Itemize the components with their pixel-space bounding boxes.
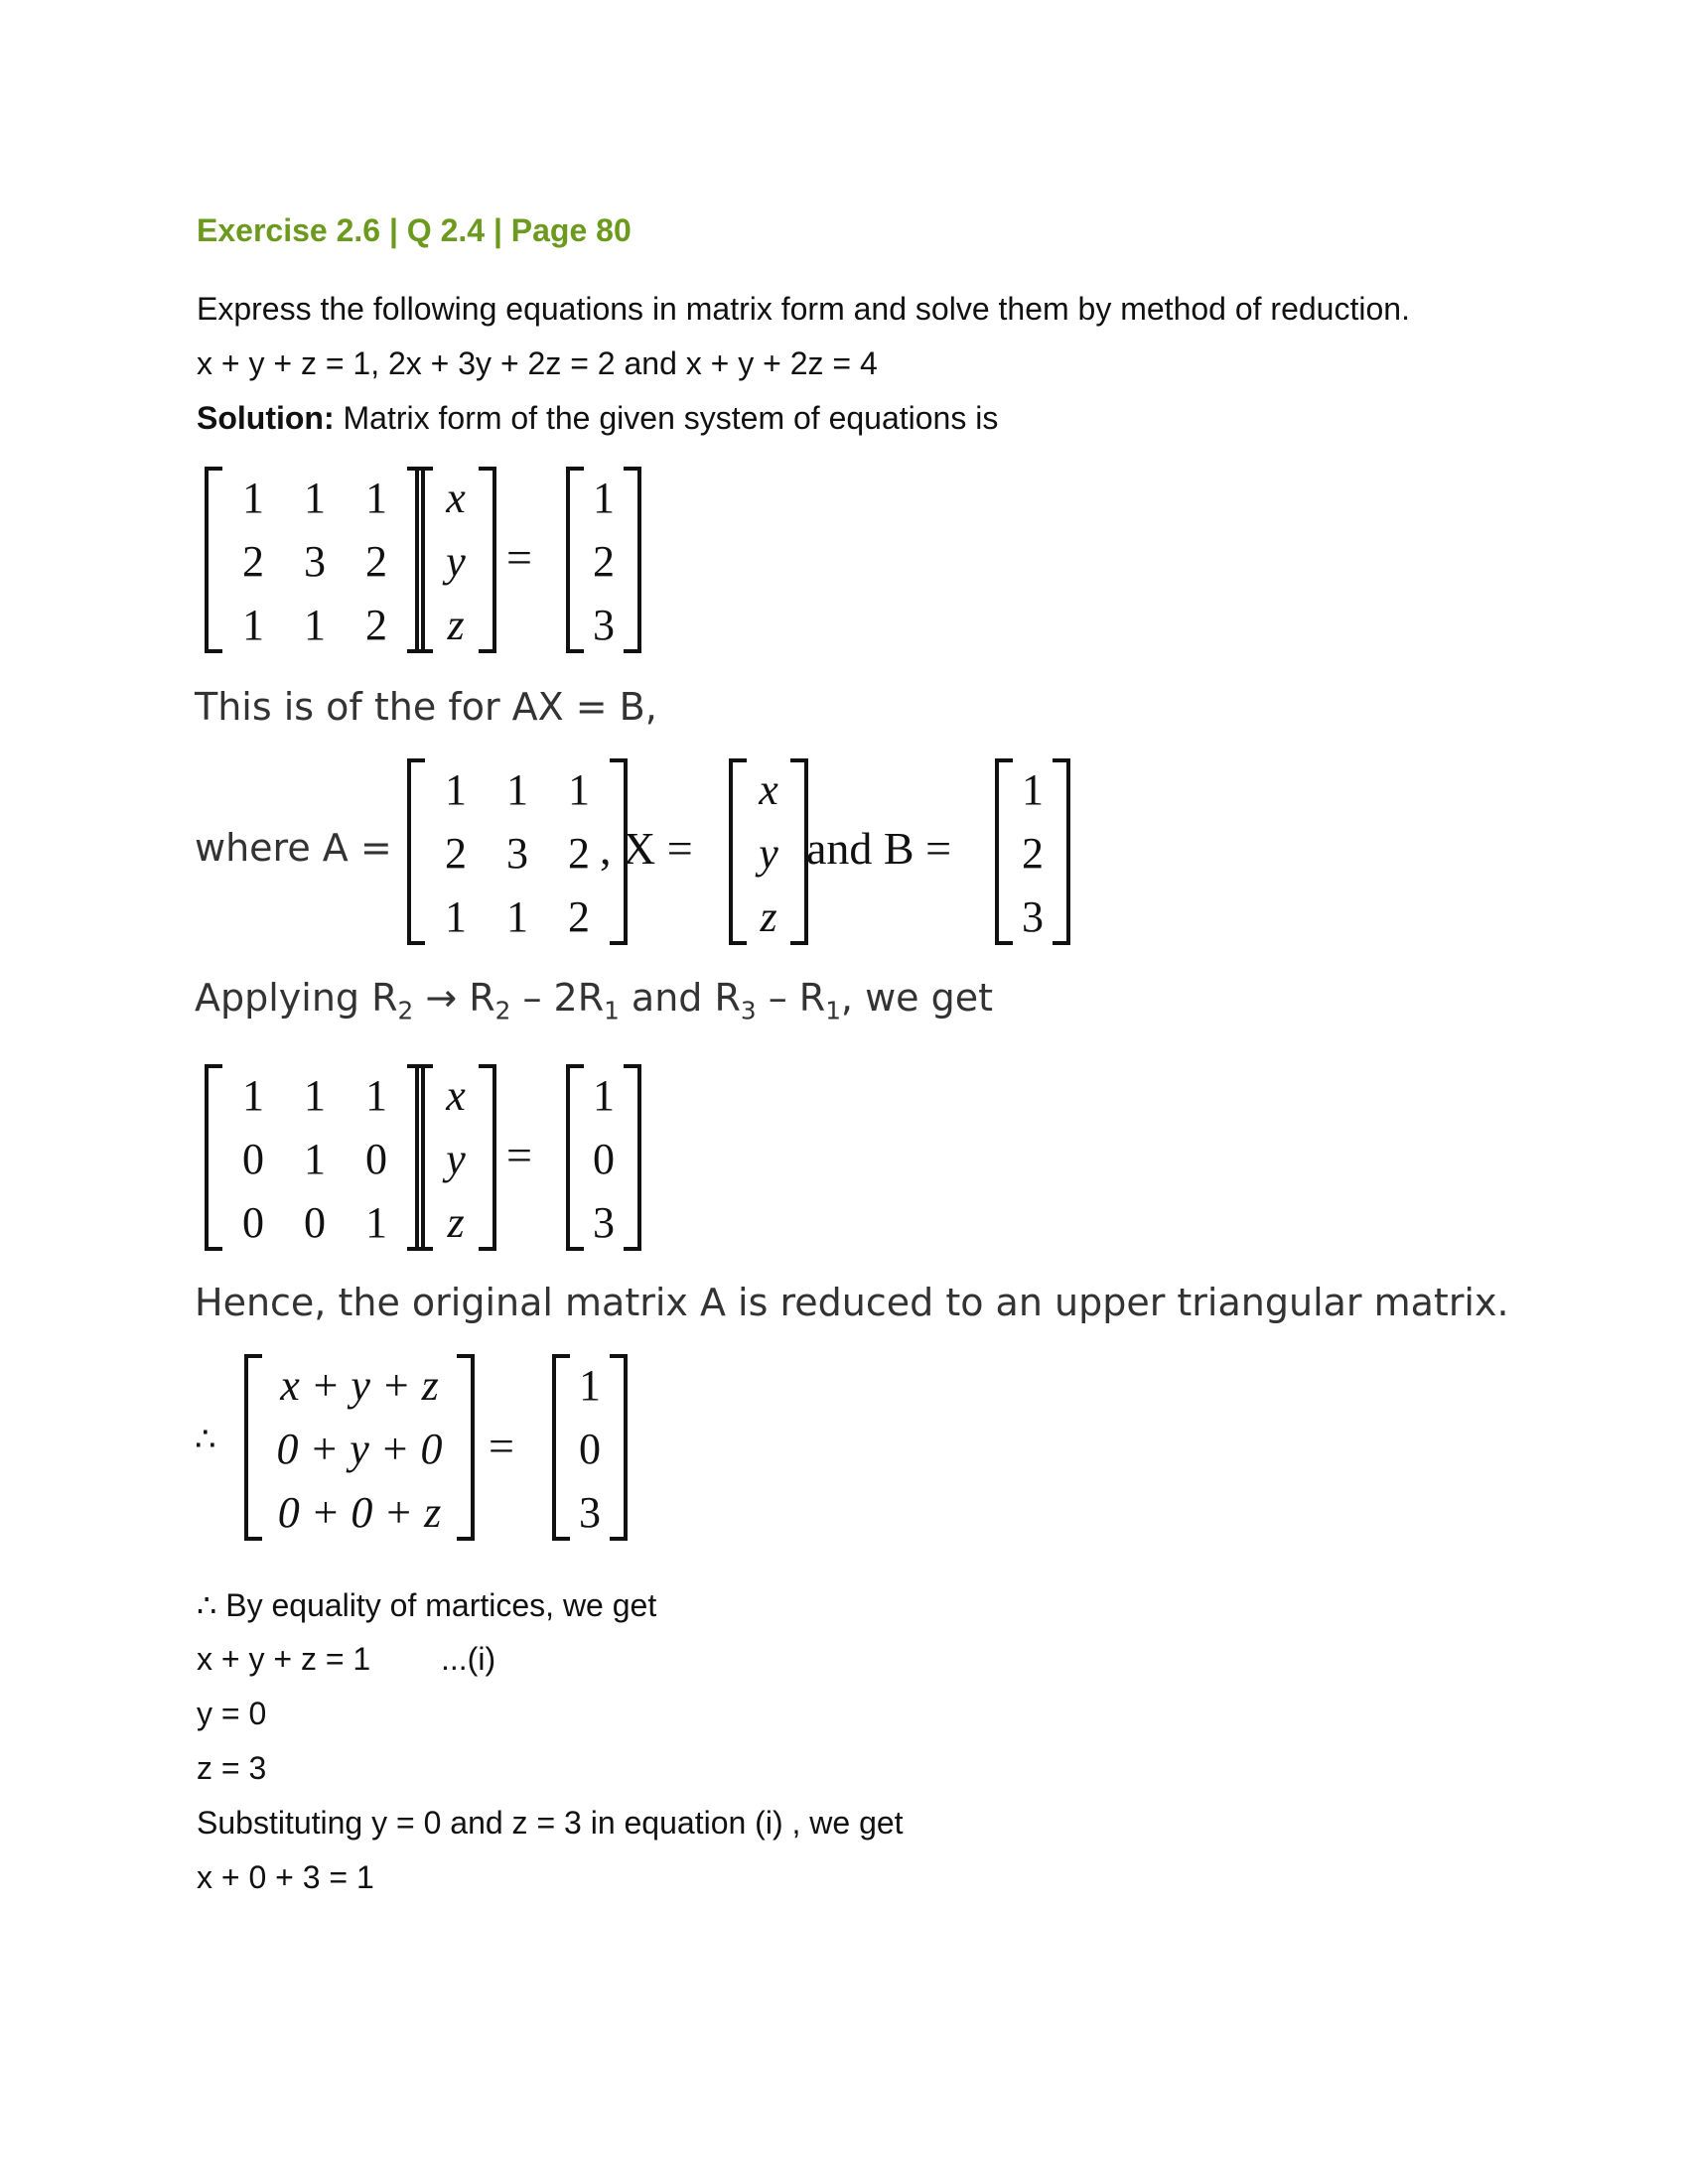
applying-line	[195, 976, 993, 1025]
cell: 2	[365, 537, 387, 586]
matrix-b-3	[552, 1354, 628, 1541]
cell: 0	[365, 1135, 387, 1183]
cell: 1	[365, 474, 387, 522]
cell: 2	[242, 537, 264, 586]
cell: 1	[304, 474, 326, 522]
cell: 2	[1022, 829, 1044, 878]
matrix-a-1	[205, 467, 425, 653]
cell: x + y + z	[280, 1361, 439, 1410]
subscript: 1	[604, 996, 620, 1025]
subscript: 2	[494, 996, 511, 1025]
therefore-symbol: ∴	[195, 1422, 216, 1458]
cell: 1	[506, 892, 528, 941]
where-label: where A =	[195, 826, 392, 870]
matrix-b-where	[995, 758, 1070, 945]
cell: 1	[304, 1135, 326, 1183]
cell: 0	[304, 1198, 326, 1247]
equals-sign: =	[506, 532, 532, 583]
cell: 1	[242, 601, 264, 649]
cell: z	[447, 1198, 465, 1247]
equation-i-tag: ...(i)	[441, 1641, 496, 1677]
cell: 2	[568, 892, 590, 941]
cell: 1	[304, 601, 326, 649]
cell: z	[760, 892, 777, 941]
cell: z	[447, 601, 465, 649]
subscript: 3	[740, 996, 757, 1025]
cell: 2	[568, 829, 590, 878]
x-equals-label: , X =	[600, 823, 693, 874]
solution-line	[197, 400, 998, 437]
subscript: 2	[397, 996, 414, 1025]
matrix-x-where	[729, 758, 808, 945]
cell: 0	[242, 1135, 264, 1183]
cell: 2	[593, 537, 615, 586]
text: and R	[619, 976, 741, 1020]
cell: 1	[445, 765, 467, 814]
text: , we get	[840, 976, 994, 1020]
cell: 1	[242, 1071, 264, 1120]
equals-sign: =	[506, 1130, 532, 1180]
cell: x	[446, 474, 466, 522]
equality-line: ∴ By equality of martices, we get	[197, 1587, 657, 1623]
cell: 1	[593, 1071, 615, 1120]
equations-text: x + y + z = 1, 2x + 3y + 2z = 2 and x + y + 2z = 4	[197, 345, 878, 381]
text: Applying R	[195, 976, 398, 1020]
form-line: This is of the for AX = B,	[195, 685, 657, 729]
cell: 1	[579, 1361, 601, 1410]
cell: y	[759, 829, 778, 878]
cell: 3	[593, 601, 615, 649]
substituting-line: Substituting y = 0 and z = 3 in equation (i) , we get	[197, 1805, 904, 1841]
matrix-a-where	[407, 758, 628, 945]
cell: 3	[593, 1198, 615, 1247]
text: → R	[413, 976, 495, 1020]
cell: 2	[365, 601, 387, 649]
z-value-line: z = 3	[197, 1750, 267, 1786]
cell: 1	[304, 1071, 326, 1120]
text: – R	[756, 976, 826, 1020]
y-value-line: y = 0	[197, 1696, 267, 1731]
cell: 1	[365, 1198, 387, 1247]
matrix-x-1	[415, 467, 496, 653]
and-b-label: and B =	[806, 823, 952, 874]
question-text: Express the following equations in matrix form and solve them by method of reduction.	[197, 291, 1410, 327]
cell: 3	[579, 1488, 601, 1537]
cell: 0	[579, 1425, 601, 1473]
cell: 2	[445, 829, 467, 878]
cell: 1	[445, 892, 467, 941]
matrix-l-3	[244, 1354, 475, 1541]
cell: 0	[593, 1135, 615, 1183]
cell: 1	[506, 765, 528, 814]
cell: 1	[242, 474, 264, 522]
solution-label: Solution:	[197, 400, 335, 436]
cell: y	[446, 1135, 466, 1183]
equals-sign: =	[489, 1421, 514, 1471]
cell: y	[446, 537, 466, 586]
matrix-a-2	[205, 1064, 425, 1251]
matrix-b-2	[566, 1064, 641, 1251]
hence-line: Hence, the original matrix A is reduced to an upper triangular matrix.	[195, 1281, 1509, 1324]
cell: 3	[304, 537, 326, 586]
final-equation: x + 0 + 3 = 1	[197, 1859, 374, 1895]
cell: 1	[593, 474, 615, 522]
cell: 1	[365, 1071, 387, 1120]
text: – 2R	[510, 976, 605, 1020]
cell: 0 + 0 + z	[277, 1488, 442, 1537]
cell: x	[446, 1071, 466, 1120]
exercise-heading: Exercise 2.6 | Q 2.4 | Page 80	[197, 212, 632, 248]
cell: 1	[1022, 765, 1044, 814]
subscript: 1	[825, 996, 841, 1025]
matrix-x-2	[415, 1064, 496, 1251]
cell: 0	[242, 1198, 264, 1247]
cell: 1	[568, 765, 590, 814]
matrix-b-1	[566, 467, 641, 653]
cell: 0 + y + 0	[276, 1425, 443, 1473]
equation-i: x + y + z = 1	[197, 1641, 371, 1677]
cell: x	[759, 765, 778, 814]
cell: 3	[1022, 892, 1044, 941]
cell: 3	[506, 829, 528, 878]
solution-text: Matrix form of the given system of equations is	[343, 400, 999, 436]
